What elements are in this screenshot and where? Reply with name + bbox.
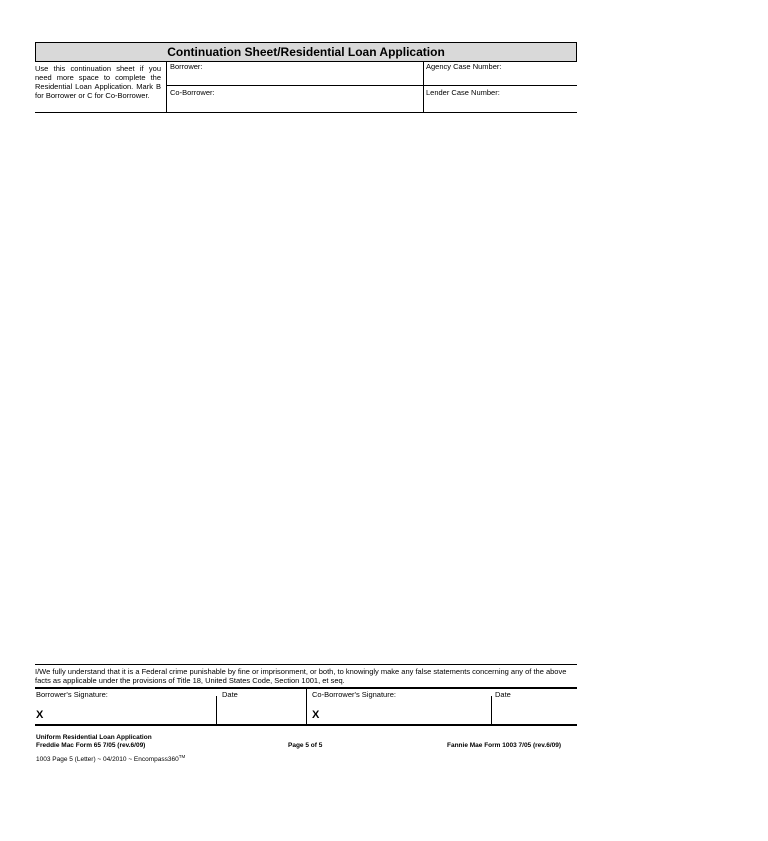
borrower-signature-field[interactable]: X — [36, 709, 44, 721]
borrower-date-label: Date — [222, 690, 238, 699]
borrower-signature-label: Borrower's Signature: — [36, 690, 108, 699]
form-title: Continuation Sheet/Residential Loan Application — [35, 42, 577, 62]
sig-divider-2 — [306, 689, 307, 724]
borrower-field[interactable]: Borrower: — [170, 62, 203, 71]
lender-case-number-field[interactable]: Lender Case Number: — [426, 88, 500, 97]
agency-case-number-field[interactable]: Agency Case Number: — [426, 62, 502, 71]
co-borrower-signature-field[interactable]: X — [312, 709, 320, 721]
header-row-divider — [166, 85, 577, 86]
footer-page-number: Page 5 of 5 — [288, 742, 323, 749]
intro-text: Use this continuation sheet if you need more space to complete the Residential Loan Application. Mark B for Borrower or C for Co-Borrower. — [35, 64, 161, 100]
header-divider-left — [166, 61, 167, 112]
co-borrower-signature-label: Co-Borrower's Signature: — [312, 690, 396, 699]
certification-text: I/We fully understand that it is a Federal crime punishable by fine or imprisonment, or both, to knowingly make any false statements concerning any of the above facts as applicable under the provisions of Title 18, United States Code, Section 1001, et seq. — [35, 667, 567, 685]
sig-divider-3 — [491, 696, 492, 724]
continuation-text-area[interactable] — [35, 114, 577, 662]
co-borrower-date-label: Date — [495, 690, 511, 699]
footer-freddie-form: Freddie Mac Form 65 7/05 (rev.6/09) — [36, 742, 146, 749]
header-bottom-rule — [35, 112, 577, 113]
header-divider-right — [423, 61, 424, 112]
footer-fannie-form: Fannie Mae Form 1003 7/05 (rev.6/09) — [447, 742, 562, 749]
co-borrower-date-field[interactable] — [496, 702, 574, 722]
footer-version-text: 1003 Page 5 (Letter) ~ 04/2010 ~ Encompass360 — [36, 756, 179, 764]
signature-bottom-rule — [35, 724, 577, 726]
borrower-date-field[interactable] — [222, 702, 302, 722]
trademark-mark: TM — [178, 754, 186, 759]
co-borrower-field[interactable]: Co-Borrower: — [170, 88, 215, 97]
footer-form-title: Uniform Residential Loan Application — [36, 734, 152, 741]
sig-divider-1 — [216, 696, 217, 724]
certification-top-rule — [35, 664, 577, 665]
footer-version — [36, 754, 185, 763]
